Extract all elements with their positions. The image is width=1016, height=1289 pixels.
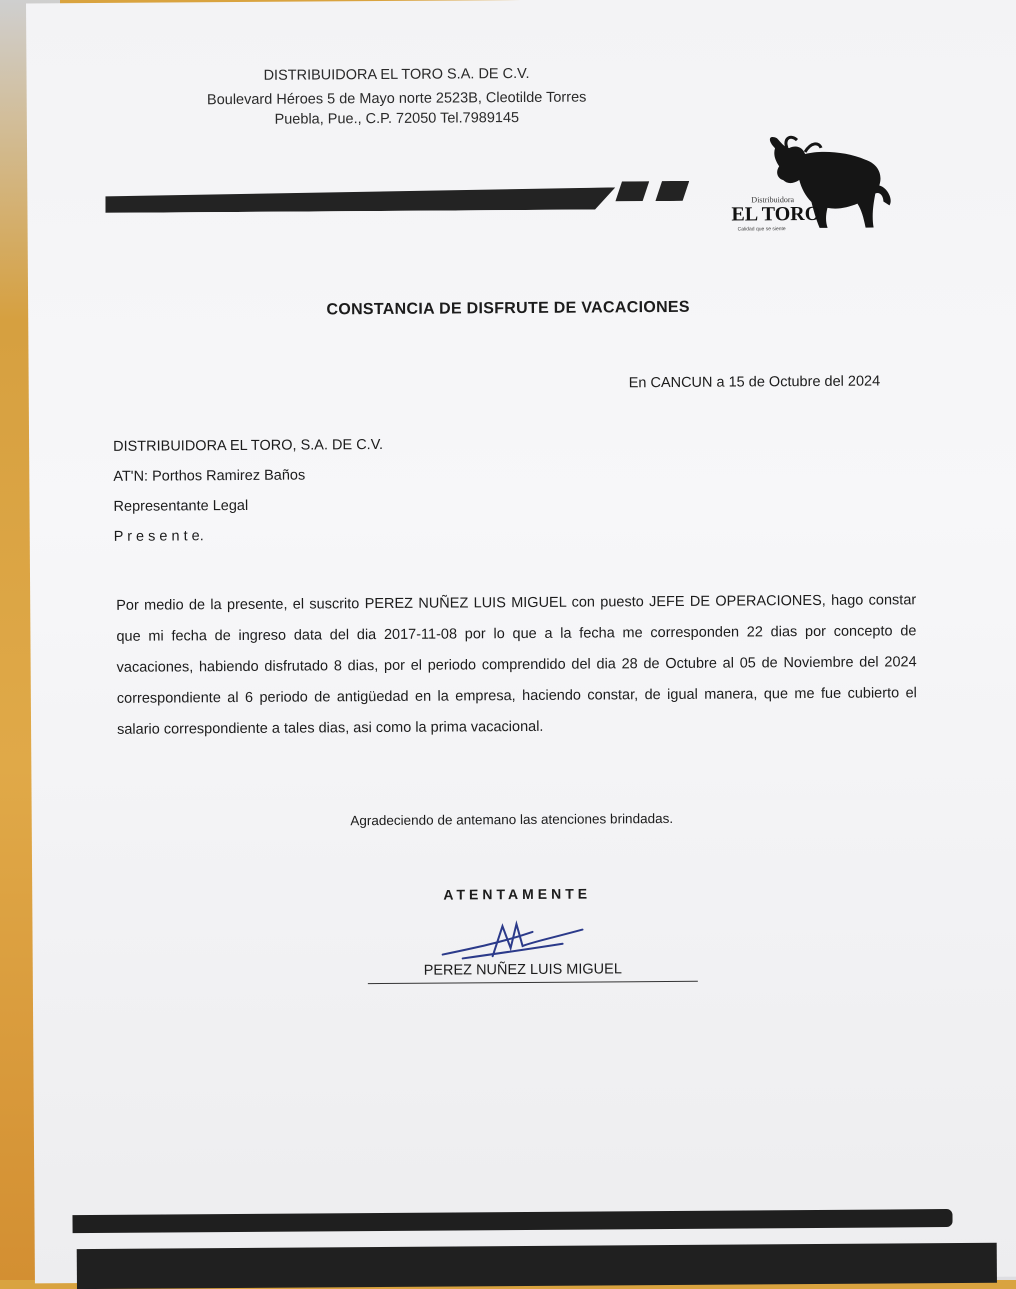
atentamente-label: ATENTAMENTE: [443, 885, 592, 903]
svg-text:Distribuidora: Distribuidora: [751, 195, 795, 205]
footer-bar-bottom: [77, 1243, 997, 1289]
document-page: [26, 0, 1016, 1283]
recipient-presente: P r e s e n t e.: [113, 528, 204, 545]
closing-text: Agradeciendo de antemano las atenciones brindadas.: [350, 810, 674, 829]
header-address: Boulevard Héroes 5 de Mayo norte 2523B, Cleotilde Torres: [206, 89, 587, 109]
header-company: DISTRIBUIDORA EL TORO S.A. DE C.V.: [263, 65, 530, 84]
recipient-company: DISTRIBUIDORA EL TORO, S.A. DE C.V.: [113, 436, 384, 455]
document-title: CONSTANCIA DE DISFRUTE DE VACACIONES: [326, 298, 690, 319]
date-line: En CANCUN a 15 de Octubre del 2024: [628, 373, 881, 392]
signature-mark: [432, 896, 592, 967]
body-paragraph: Por medio de la presente, el suscrito PEREZ NUÑEZ LUIS MIGUEL con puesto JEFE DE OPERACIONES, hago constar que mi fecha de ingreso data del dia 2017-11-08 por lo que a la fecha me corresponden 22 dias por concepto de vacaciones, habiendo disfrutado 8 dias, por el periodo comprendido del dia 28 de Octubre al 05 de Noviembre del 2024 correspondiente al 6 periodo de antigüedad en la empresa, haciendo constar, de igual manera, que me fue cubierto el salario correspondiente a tales dias, asi como la prima vacacional.: [116, 592, 917, 738]
recipient-attn: AT'N: Porthos Ramirez Baños: [113, 467, 306, 485]
bull-icon: [697, 129, 898, 240]
signature-line: [368, 981, 698, 984]
header-city-phone: Puebla, Pue., C.P. 72050 Tel.7989145: [274, 110, 520, 128]
svg-text:Calidad que se siente: Calidad que se siente: [737, 226, 786, 233]
header-bar-segment: [655, 181, 689, 201]
svg-text:EL TORO: EL TORO: [731, 202, 821, 226]
recipient-role: Representante Legal: [113, 497, 249, 515]
signer-name: PEREZ NUÑEZ LUIS MIGUEL: [423, 961, 622, 979]
header-bar-segment: [615, 181, 649, 201]
company-logo: [697, 129, 898, 240]
footer-bar: [72, 1209, 952, 1233]
header-bar: [105, 187, 615, 213]
